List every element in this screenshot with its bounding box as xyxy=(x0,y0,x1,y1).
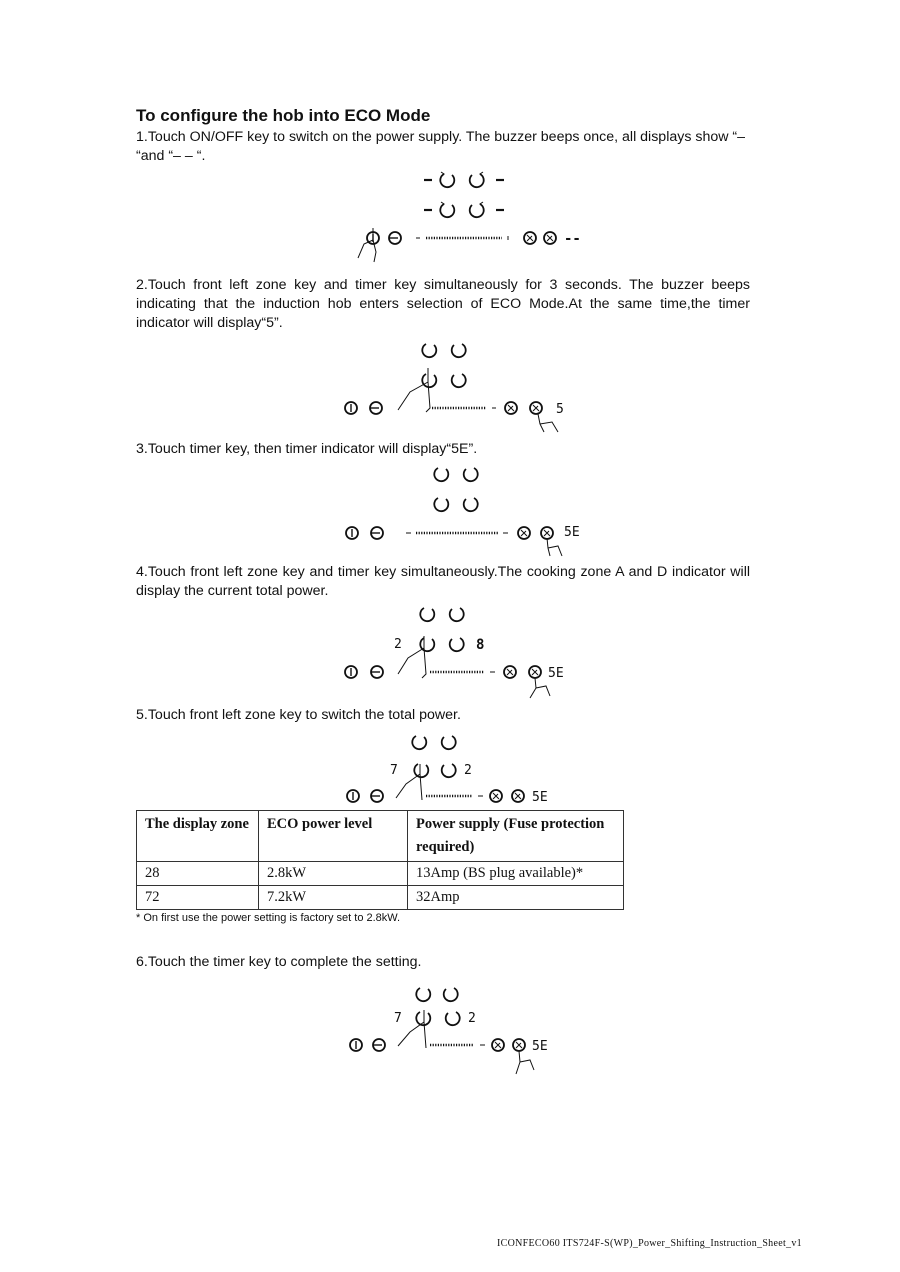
table-cell: 7.2kW xyxy=(259,886,408,910)
timer-display: 5E xyxy=(532,790,548,805)
finger-pointer-icon xyxy=(538,414,558,432)
control-panel-diagram-2 xyxy=(340,338,600,438)
zone-display-d: 8 xyxy=(476,637,485,653)
page-title: To configure the hob into ECO Mode xyxy=(136,106,431,125)
timer-display: 5 xyxy=(556,402,564,417)
power-icon[interactable] xyxy=(346,527,358,539)
zone-display-d: 2 xyxy=(464,763,472,778)
step-1-text: 1.Touch ON/OFF key to switch on the power supply. The buzzer beeps once, all displays show “– “and “– – “. xyxy=(136,129,746,164)
zone-display-a: 7 xyxy=(394,1011,402,1026)
lock-icon[interactable] xyxy=(370,402,382,414)
timer-minus-icon[interactable] xyxy=(504,666,516,678)
zone-ring-icon[interactable] xyxy=(444,988,458,1001)
table-cell: 13Amp (BS plug available)* xyxy=(408,862,624,886)
zone-ring-icon[interactable] xyxy=(446,1012,460,1025)
power-icon[interactable] xyxy=(345,402,357,414)
control-panel-diagram-6 xyxy=(340,982,600,1082)
timer-plus-icon[interactable] xyxy=(544,232,556,244)
zone-ring-icon[interactable] xyxy=(464,468,478,481)
finger-pointer-icon xyxy=(398,1010,426,1048)
zone-ring-icon[interactable] xyxy=(464,498,478,511)
factory-setting-note: * On first use the power setting is factory set to 2.8kW. xyxy=(136,912,401,924)
timer-display: 5E xyxy=(532,1039,548,1054)
table-cell: 2.8kW xyxy=(259,862,408,886)
timer-plus-icon[interactable] xyxy=(513,1039,525,1051)
zone-ring-icon[interactable] xyxy=(420,608,434,621)
power-icon[interactable] xyxy=(347,790,359,802)
table-cell: 72 xyxy=(137,886,259,910)
table-row xyxy=(137,886,624,910)
zone-ring-icon[interactable] xyxy=(450,608,464,621)
timer-plus-icon[interactable] xyxy=(541,527,553,539)
timer-plus-icon[interactable] xyxy=(512,790,524,802)
control-panel-diagram-5 xyxy=(340,730,600,810)
zone-ring-icon[interactable] xyxy=(416,988,430,1001)
zone-ring-icon[interactable] xyxy=(416,1012,430,1025)
zone-ring-icon[interactable] xyxy=(452,374,466,387)
table-cell: 32Amp xyxy=(408,886,624,910)
step-4-text: 4.Touch front left zone key and timer key simultaneously.The cooking zone A and D indicator will display the current total power. xyxy=(136,564,750,599)
table-cell: 28 xyxy=(137,862,259,886)
zone-ring-icon[interactable] xyxy=(434,468,448,481)
column-header: The display zone xyxy=(137,811,259,862)
zone-ring-icon[interactable] xyxy=(412,736,426,749)
finger-pointer-icon xyxy=(530,678,550,698)
zone-display-left-rear xyxy=(424,180,504,210)
column-header: ECO power level xyxy=(259,811,408,862)
control-panel-diagram-3 xyxy=(340,462,600,562)
timer-display: 5E xyxy=(548,666,564,681)
finger-pointer-icon xyxy=(547,538,562,556)
zone-ring-icon[interactable] xyxy=(422,374,436,387)
timer-display: 5E xyxy=(564,525,580,540)
control-panel-diagram-1 xyxy=(340,166,600,262)
timer-display: -- xyxy=(564,231,581,247)
timer-minus-icon[interactable] xyxy=(490,790,502,802)
document-footer: ICONFECO60 ITS724F-S(WP)_Power_Shifting_Instruction_Sheet_v1 xyxy=(497,1238,802,1249)
table-row xyxy=(137,862,624,886)
lock-icon[interactable] xyxy=(389,232,401,244)
finger-pointer-icon xyxy=(396,764,422,800)
step-6-text: 6.Touch the timer key to complete the setting. xyxy=(136,954,422,970)
lock-icon[interactable] xyxy=(373,1039,385,1051)
finger-pointer-icon xyxy=(516,1051,534,1074)
lock-icon[interactable] xyxy=(371,527,383,539)
zone-ring-icon[interactable] xyxy=(440,172,454,187)
zone-ring-icon[interactable] xyxy=(440,202,454,217)
lock-icon[interactable] xyxy=(371,790,383,802)
timer-minus-icon[interactable] xyxy=(492,1039,504,1051)
timer-plus-icon[interactable] xyxy=(529,666,541,678)
zone-display-d: 2 xyxy=(468,1011,476,1026)
step-3-text: 3.Touch timer key, then timer indicator will display“5E”. xyxy=(136,441,478,457)
zone-ring-icon[interactable] xyxy=(470,172,484,187)
zone-ring-icon[interactable] xyxy=(434,498,448,511)
zone-ring-icon[interactable] xyxy=(470,202,484,217)
zone-ring-icon[interactable] xyxy=(450,638,464,651)
timer-minus-icon[interactable] xyxy=(505,402,517,414)
zone-display-a: 2 xyxy=(394,637,402,652)
finger-pointer-icon xyxy=(358,228,376,262)
column-header: Power supply (Fuse protection required) xyxy=(408,811,624,862)
finger-pointer-icon xyxy=(398,636,426,678)
zone-ring-icon[interactable] xyxy=(442,736,456,749)
lock-icon[interactable] xyxy=(371,666,383,678)
eco-power-table xyxy=(136,810,624,910)
zone-ring-icon[interactable] xyxy=(414,764,428,777)
zone-ring-icon[interactable] xyxy=(452,344,466,357)
zone-ring-icon[interactable] xyxy=(422,344,436,357)
timer-plus-icon[interactable] xyxy=(530,402,542,414)
zone-ring-icon[interactable] xyxy=(442,764,456,777)
timer-minus-icon[interactable] xyxy=(524,232,536,244)
power-icon[interactable] xyxy=(345,666,357,678)
step-2-text: 2.Touch front left zone key and timer key simultaneously for 3 seconds. The buzzer beeps indicating that the induction hob enters selection of ECO Mode.At the same time,the timer indicator will display“5”. xyxy=(136,277,750,331)
zone-display-a: 7 xyxy=(390,763,398,778)
table-header-row xyxy=(137,811,624,862)
step-5-text: 5.Touch front left zone key to switch the total power. xyxy=(136,707,461,723)
timer-minus-icon[interactable] xyxy=(518,527,530,539)
power-icon[interactable] xyxy=(350,1039,362,1051)
control-panel-diagram-4 xyxy=(340,602,600,702)
